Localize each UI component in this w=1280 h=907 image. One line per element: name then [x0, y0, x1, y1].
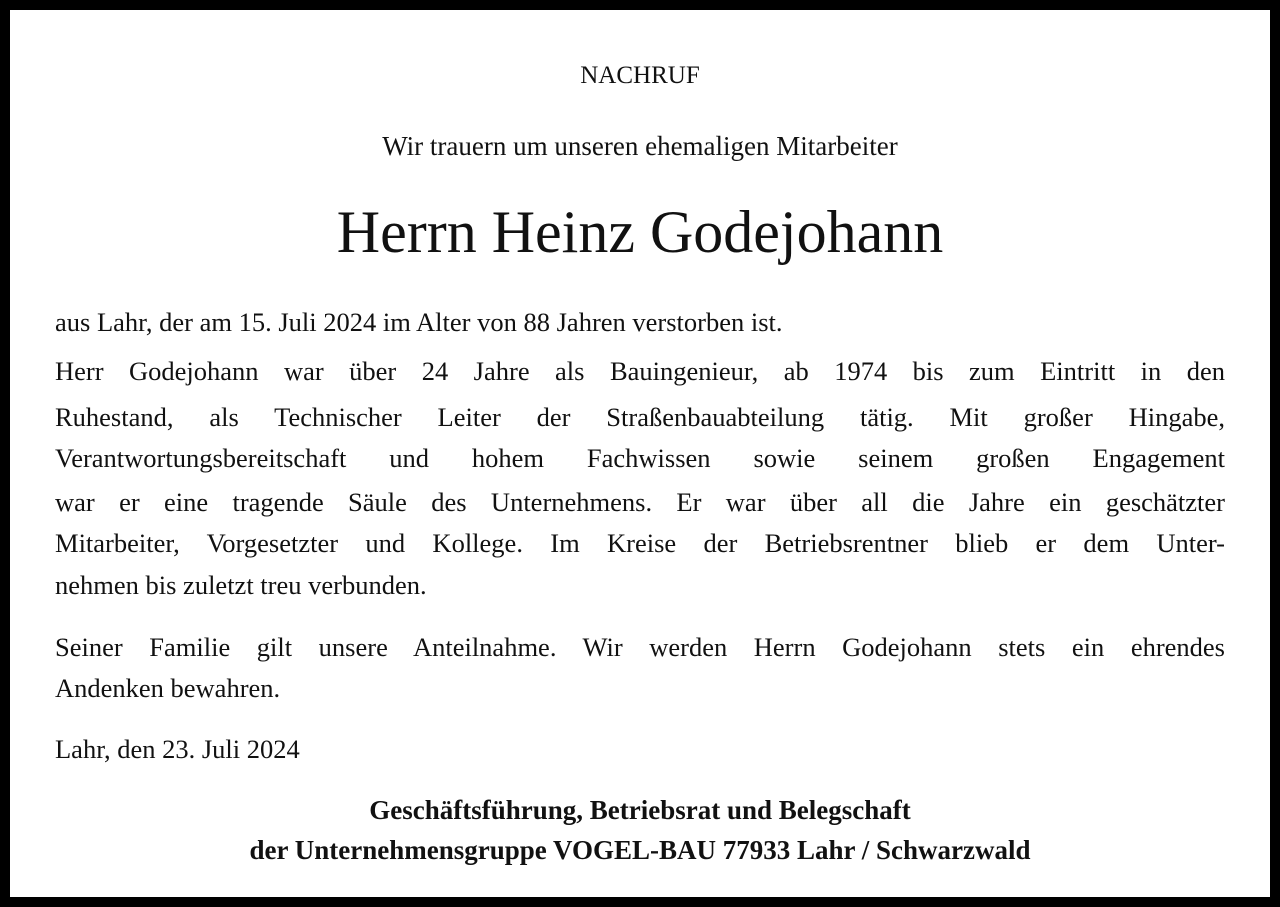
signature-line: Geschäftsführung, Betriebsrat und Belegschaft [369, 795, 911, 825]
tribute-line: nehmen bis zuletzt treu verbunden. [55, 570, 427, 600]
intro-line: Wir trauern um unseren ehemaligen Mitarbeiter [382, 131, 898, 161]
notice-heading: NACHRUF [580, 62, 700, 89]
signature-line: der Unternehmensgruppe VOGEL-BAU 77933 Lahr / Schwarzwald [249, 835, 1031, 865]
tribute-line: Ruhestand, als Technischer Leiter der Straßenbauabteilung tätig. Mit großer Hingabe, [55, 402, 1225, 432]
tribute-line: Mitarbeiter, Vorgesetzter und Kollege. Im Kreise der Betriebsrentner blieb er dem Unter- [55, 528, 1225, 558]
place-date: Lahr, den 23. Juli 2024 [55, 734, 300, 764]
condolence-line: Seiner Familie gilt unsere Anteilnahme. Wir werden Herrn Godejohann stets ein ehrendes [55, 632, 1225, 662]
deceased-name: Herrn Heinz Godejohann [336, 199, 944, 265]
tribute-line: Herr Godejohann war über 24 Jahre als Bauingenieur, ab 1974 bis zum Eintritt in den [55, 356, 1225, 386]
tribute-line: Verantwortungsbereitschaft und hohem Fachwissen sowie seinem großen Engagement [55, 443, 1225, 473]
condolence-line: Andenken bewahren. [55, 673, 281, 703]
tribute-line: war er eine tragende Säule des Unternehmens. Er war über all die Jahre ein geschätzter [55, 487, 1225, 517]
origin-line: aus Lahr, der am 15. Juli 2024 im Alter von 88 Jahren verstorben ist. [55, 307, 783, 337]
